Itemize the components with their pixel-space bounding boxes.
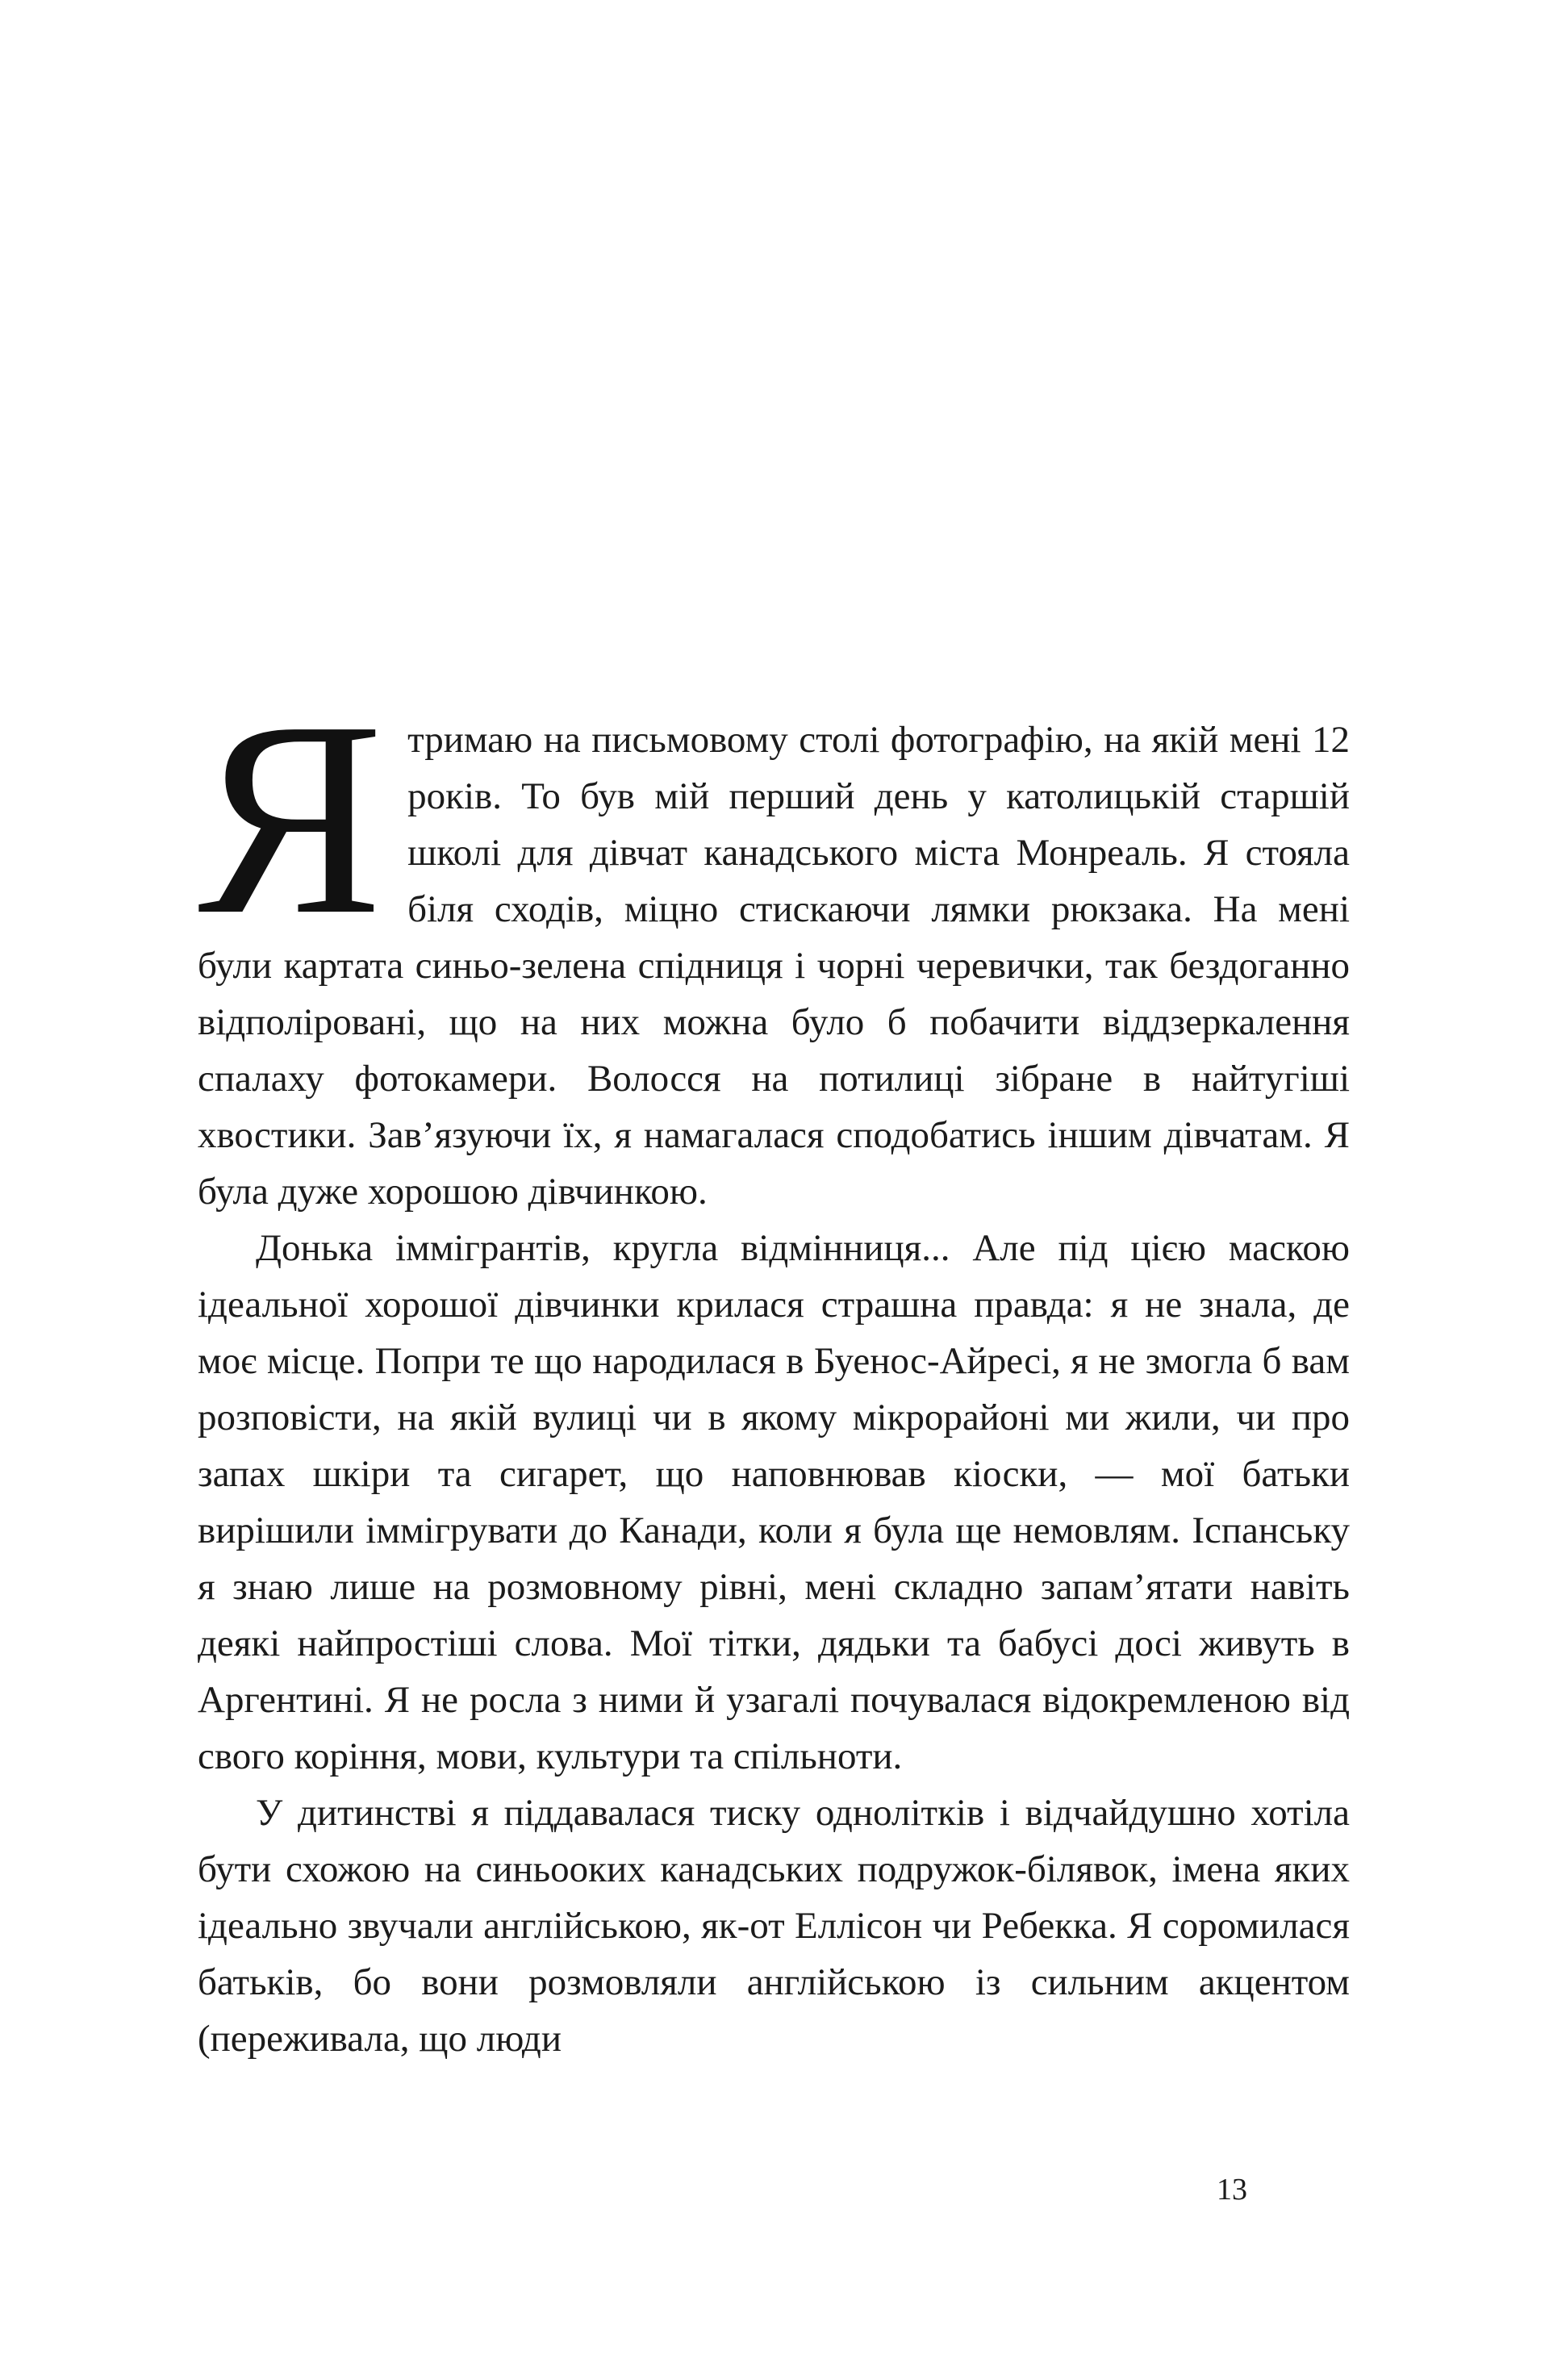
opening-paragraph (198, 664, 1350, 1220)
paragraph-2: Донька іммігрантів, кругла відмінниця... Але під цією маскою ідеальної хорошої дівчинки крилася страшна правда: я не знала, де моє місце. Попри те що народилася в Буенос-Айресі, я не змогла б вам розповісти, на якій вулиці чи в якому мікрорайоні ми жили, чи про запах шкіри та сигарет, що наповнював кіоски, — мої батьки вирішили іммігрувати до Канади, коли я була ще немовлям. Іспанську я знаю лише на розмовному рівні, мені складно запам’ятати навіть деякі найпростіші слова. Мої тітки, дядьки та бабусі досі живуть в Аргентині. Я не росла з ними й узагалі почувалася відокремленою від свого коріння, мови, культури та спільноти. (198, 1227, 1350, 1777)
text-block (198, 664, 1350, 2067)
drop-cap-letter: Я (198, 664, 384, 972)
paragraph-3: У дитинстві я піддавалася тиску однолітків і відчайдушно хотіла бути схожою на синьооких канадських подружок-білявок, імена яких ідеально звучали англійською, як-от Еллісон чи Ребекка. Я соромилася батьків, бо вони розмовляли англійською із сильним акцентом (переживала, що люди (198, 1792, 1350, 2060)
opening-paragraph-text: тримаю на письмовому столі фотографію, на якій мені 12 років. То був мій перший день у католицькій старшій школі для дівчат канадського міста Монреаль. Я стояла біля сходів, міцно стискаючи лямки рюкзака. На мені були картата синьо-зелена спідниця і чорні черевички, так бездоганно відполіровані, що на них можна було б побачити віддзеркалення спалаху фотокамери. Волосся на потилиці зібране в найтугіші хвостики. Зав’язуючи їх, я намагалася сподобатись іншим дівчатам. Я була дуже хорошою дівчинкою. (198, 719, 1350, 1213)
page-number: 13 (1217, 2173, 1247, 2207)
